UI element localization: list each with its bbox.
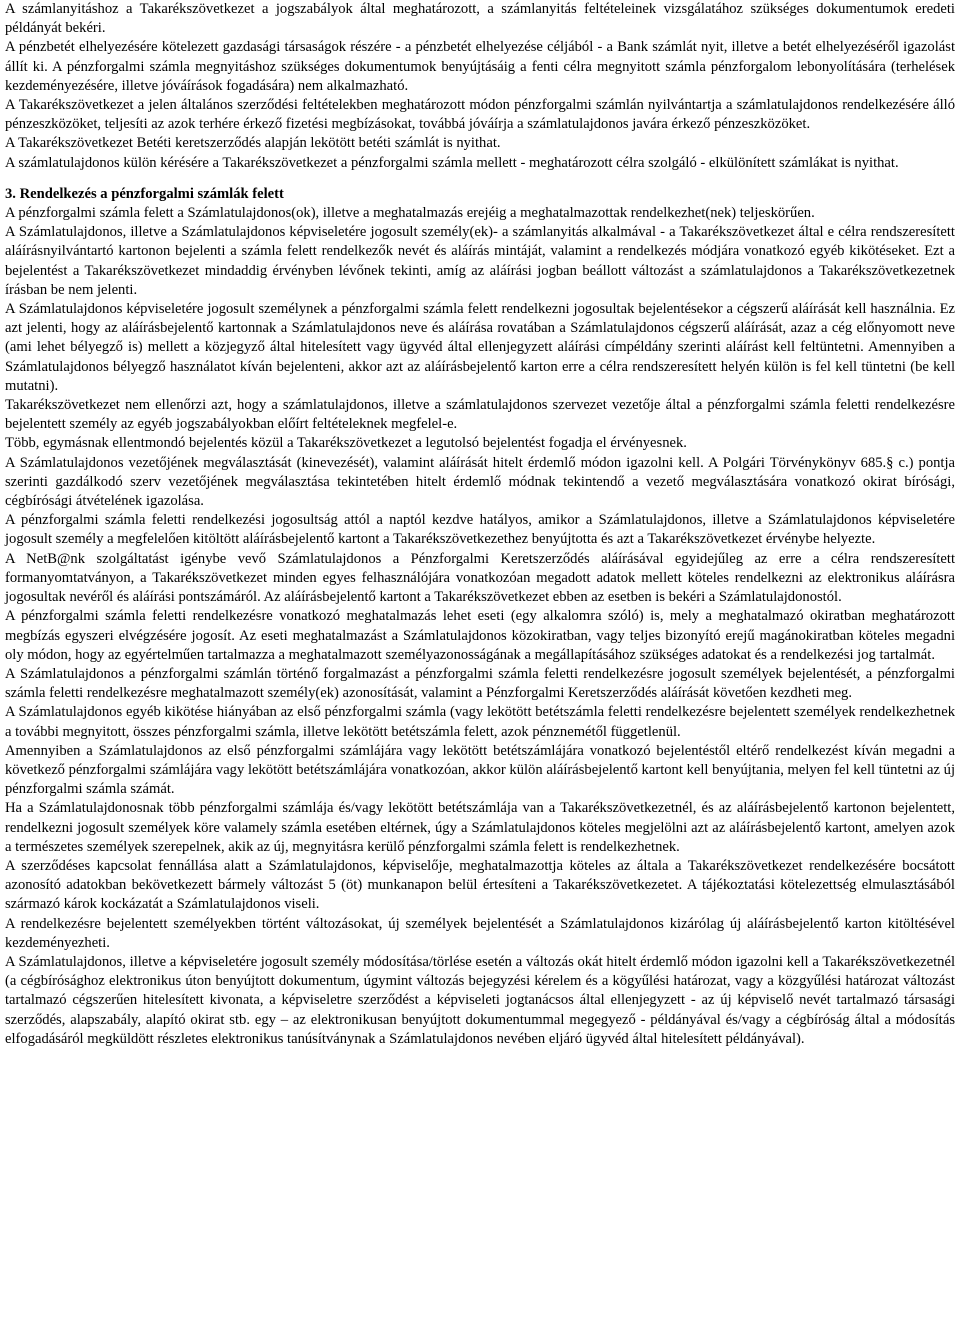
- paragraph: A pénzforgalmi számla feletti rendelkezési jogosultság attól a naptól kezdve hatályos, amikor a Számlatulajdonos, illetve a Számlatulajdonos képviseletére jogosult személy a megfelelően kitöltött aláírásbejelentő kartont a Takarékszövetkezethez benyújtotta és azt a Takarékszövetkezet érvénybe helyezte.: [5, 512, 955, 548]
- paragraph: A Számlatulajdonos vezetőjének megválasztását (kinevezését), valamint aláírását hitelt érdemlő módon igazolni kell. A Polgári Törvénykönyv 685.§ c.) pontja szerinti gazdálkodó szerv vezetőjének megválasztása tekintetében hitelt érdemlő módnak tekintendő a vezető megválasztására vonatkozó okirat bírósági, cégbírósági átvételének igazolása.: [5, 454, 955, 510]
- paragraph: Ha a Számlatulajdonosnak több pénzforgalmi számlája és/vagy lekötött betétszámlája van a Takarékszövetkezetnél, és az aláírásbejelentő kartonon bejelentett, rendelkezni jogosult személyek köre valamely számla esetében eltérnek, úgy a Számlatulajdonos köteles megjelölni azt az aláírásbejelentő kartont, amelyen azok a természetes személyek szerepelnek, akik az új, megnyitásra kerülő pénzforgalmi számla felett is rendelkezhetnek.: [5, 800, 955, 855]
- section-heading: [5, 185, 955, 204]
- paragraph: Takarékszövetkezet nem ellenőrzi azt, hogy a számlatulajdonos, illetve a számlatulajdonos szervezet vezetője által a pénzforgalmi számla feletti rendelkezésre bejelentett személy az egyéb jogszabályokban előírt feltételeknek megfelel-e.: [5, 397, 955, 433]
- paragraph: A pénzforgalmi számla feletti rendelkezésre vonatkozó meghatalmazás lehet eseti (egy alkalomra szóló) is, mely a meghatalmazó okiratban meghatározott megbízás egyszeri elvégzésére jogosít. Az eseti meghatalmazást a Számlatulajdonos közokiratban, vagy teljes bizonyító erejű magánokiratban köteles megadni oly módon, hogy az egyértelműen tartalmazza a meghatalmazott személyazonosságának a megállapításához szükséges adatokat és a rendelkezési jog tartalmát.: [5, 608, 955, 663]
- paragraph: A Számlatulajdonos, illetve a képviseletére jogosult személy módosítása/törlése esetén a változás okát hitelt érdemlő módon igazolni kell a Takarékszövetkezetnél (a cégbírósághoz elektronikus úton benyújtott dokumentum, úgymint változás bejegyzési kérelem és a kögyűlési határozat, vagy a közgyűlési határozat változást tartalmazó cégszerűen hitelesített kivonata, a képviseletre szerződést a képviseleti jogtanácsos által ellenjegyzett - az új képviselő nevét tartalmazó társasági szerződés, alapszabály, alapító okirat stb. egy – az elektronikusan benyújtott dokumentummal megegyező - példányával és/vagy a cégbíróság által a módosítás elfogadásáról megküldött részletes elektronikus tanúsítványnak a Számlatulajdonos nevében eljáró ügyvéd által hitelesített példányával).: [5, 953, 955, 1047]
- paragraph: A számlatulajdonos külön kérésére a Takarékszövetkezet a pénzforgalmi számla mellett - meghatározott célra szolgáló - elkülönített számlákat is nyithat.: [5, 154, 899, 171]
- paragraph: A Takarékszövetkezet Betéti keretszerződés alapján lekötött betéti számlát is nyithat.: [5, 135, 501, 152]
- paragraph: A Számlatulajdonos képviseletére jogosult személynek a pénzforgalmi számla felett rendelkezni jogosultak bejelentésekor a cégszerű aláírását kell használnia. Ez azt jelenti, hogy az aláírásbejelentő kartonnak a Számlatulajdonos neve és aláírása rovatában a Számlatulajdonos cégszerű aláírását, azaz a cég előnyomott neve (ami lehet bélyegző is) mellett a közjegyző által hitelesített vagy ügyvéd által ellenjegyzett aláírási címpéldány szerinti aláírást kell feltüntetni. Amennyiben a Számlatulajdonos bélyegző használatot kíván bejelenteni, akkor azt az aláírásbejelentő karton erre a célra rendszeresített helyén külön is fel kell tüntetni (be kell mutatni).: [5, 301, 955, 394]
- paragraph: A Számlatulajdonos, illetve a Számlatulajdonos képviseletére jogosult személy(ek)- a számlanyitás alkalmával - a Takarékszövetkezet által e célra rendszeresített aláírásnyilvántartó kartonon bejelenti a számla felett rendelkezők nevét és aláírás mintáját, valamint a rendelkezés módjára vonatkozó egyéb kikötéseket. Ezt a bejelentést a Takarékszövetkezet mindaddig érvényben lévőnek tekinti, amíg az aláírási jogban beállott változást a számlatulajdonos a Takarékszövetkezetnek írásban be nem jelenti.: [5, 224, 955, 298]
- paragraph: A szerződéses kapcsolat fennállása alatt a Számlatulajdonos, képviselője, meghatalmazottja köteles az általa a Takarékszövetkezet rendelkezésére bocsátott azonosító adatokban bekövetkezett bármely változást 5 (öt) munkanapon belül értesíteni a Takarékszövetkezetet. A tájékoztatási kötelezettség elmulasztásából származó károk kockázatát a Számlatulajdonos viseli.: [5, 857, 955, 913]
- paragraph: A Takarékszövetkezet a jelen általános szerződési feltételekben meghatározott módon pénzforgalmi számlán nyilvántartja a számlatulajdonos rendelkezésére álló pénzeszközöket, teljesíti az azok terhére érkező fizetési megbízásokat, továbbá jóváírja a számlatulajdonos javára érkező pénzeszközöket.: [5, 97, 955, 133]
- paragraph: A pénzbetét elhelyezésére kötelezett gazdasági társaságok részére - a pénzbetét elhelyezése céljából - a Bank számlát nyit, illetve a betét elhelyezéséről igazolást állít ki. A pénzforgalmi számla megnyitáshoz szükséges dokumentumok benyújtásáig a fenti célra megnyitott számla pénzforgalom lebonyolítására (terhelések kezdeményezésére, illetve jóváírások fogadására) nem alkalmazható.: [5, 39, 955, 94]
- paragraph: A számlanyitáshoz a Takarékszövetkezet a jogszabályok által meghatározott, a számlanyitás feltételeinek vizsgálatához szükséges dokumentumok eredeti példányát bekéri.: [5, 1, 955, 37]
- section-title: Rendelkezés a pénzforgalmi számlák felett: [19, 185, 284, 202]
- paragraph: A Számlatulajdonos egyéb kikötése hiányában az első pénzforgalmi számla (vagy lekötött betétszámla feletti rendelkezésre bejelentett személyek rendelkezhetnek a további megnyitott, összes pénzforgalmi számla, illetve lekötött betétszámla felett, azok pénznemétől függetlenül.: [5, 704, 955, 740]
- paragraph: A rendelkezésre bejelentett személyekben történt változásokat, új személyek bejelentését a Számlatulajdonos kizárólag új aláírásbejelentő karton kitöltésével kezdeményezheti.: [5, 915, 955, 951]
- section-number: 3.: [5, 185, 16, 202]
- paragraph: Több, egymásnak ellentmondó bejelentés közül a Takarékszövetkezet a legutolsó bejelentést fogadja el érvényesnek.: [5, 435, 687, 452]
- paragraph: A pénzforgalmi számla felett a Számlatulajdonos(ok), illetve a meghatalmazás erejéig a meghatalmazottak rendelkezhet(nek) teljeskörűen.: [5, 205, 815, 222]
- paragraph: Amennyiben a Számlatulajdonos az első pénzforgalmi számlájára vagy lekötött betétszámlájára vonatkozó bejelentéstől eltérő rendelkezést kíván megadni a következő pénzforgalmi számlájára vagy lekötött betétszámlájára vonatkozóan, akkor külön aláírásbejelentő kartont kell benyújtania, melyen fel kell tüntetni az új pénzforgalmi számla számát.: [5, 742, 955, 798]
- paragraph: A NetB@nk szolgáltatást igénybe vevő Számlatulajdonos a Pénzforgalmi Keretszerződés aláírásával egyidejűleg az erre a célra rendszeresített formanyomtatványon, a Takarékszövetkezet minden egyes felhasználójára vonatkozóan megadott adatok mellett köteles rendelkezni az elektronikus aláírásra jogosultak nevéről és aláírási pontszámáról. Az aláírásbejelentő kartont a Takarékszövetkezet ebben az esetben is bekéri a Számlatulajdonostól.: [5, 550, 955, 606]
- paragraph: A Számlatulajdonos a pénzforgalmi számlán történő forgalmazást a pénzforgalmi számla feletti rendelkezésre jogosult személyek bejelentését, a pénzforgalmi számla feletti rendelkezésre meghatalmazott személy(ek) azonosítását, valamint a Pénzforgalmi Keretszerződés aláírását követően kezdheti meg.: [5, 665, 955, 702]
